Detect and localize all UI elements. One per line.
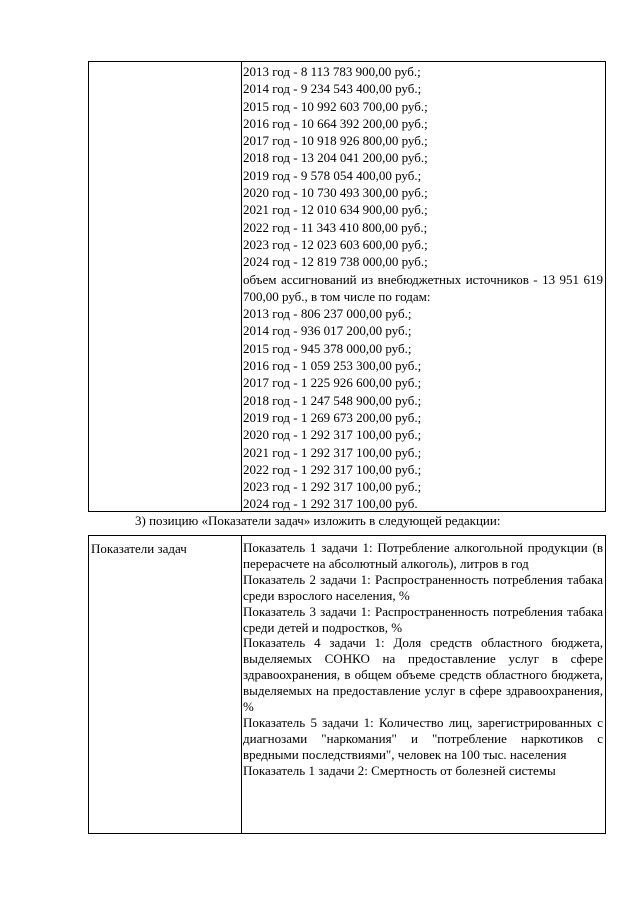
extrabudget-year-line: 2022 год - 1 292 317 100,00 руб.; — [243, 461, 422, 477]
extrabudget-year-line: 2019 год - 1 269 673 200,00 руб.; — [243, 409, 422, 425]
budget-year-line: 2013 год - 8 113 783 900,00 руб.; — [243, 64, 421, 79]
indicator-item: Показатель 5 задачи 1: Количество лиц, зарегистрированных с диагнозами "наркомания" и "потребление наркотиков с вредными последствиями", человек на 100 тыс. населения — [243, 714, 603, 762]
indicator-item: Показатель 4 задачи 1: Доля средств областного бюджета, выделяемых СОНКО на предоставление услуг в сфере здравоохранения, в общем объеме средств областного бюджета, выделяемых на предоставление услуг в сфере здравоохранения, % — [243, 635, 603, 715]
indicators-cell — [243, 540, 605, 779]
extrabudget-year-line: 2020 год - 1 292 317 100,00 руб.; — [243, 427, 422, 443]
budget-year-line: 2023 год - 12 023 603 600,00 руб.; — [243, 236, 428, 252]
extrabudget-year-line: 2013 год - 806 237 000,00 руб.; — [243, 306, 412, 322]
budget-year-line: 2014 год - 9 234 543 400,00 руб.; — [243, 81, 422, 97]
extrabudget-year-line: 2014 год - 936 017 200,00 руб.; — [243, 323, 412, 339]
extrabudget-year-line: 2017 год - 1 225 926 600,00 руб.; — [243, 375, 422, 391]
extrabudget-year-line: 2016 год - 1 059 253 300,00 руб.; — [243, 358, 422, 374]
extrabudget-year-line: 2018 год - 1 247 548 900,00 руб.; — [243, 392, 422, 408]
indicator-item: Показатель 1 задачи 1: Потребление алкогольной продукции (в перерасчете на абсолютный алкоголь), литров в год — [243, 540, 603, 571]
extrabudget-year-line: 2021 год - 1 292 317 100,00 руб.; — [243, 444, 422, 460]
indicators-table — [88, 535, 606, 834]
budget-year-line: 2020 год - 10 730 493 300,00 руб.; — [243, 185, 428, 201]
budget-year-line: 2021 год - 12 010 634 900,00 руб.; — [243, 202, 428, 218]
extrabudget-year-line: 2023 год - 1 292 317 100,00 руб.; — [243, 479, 422, 495]
funding-table-right-cell — [243, 63, 605, 513]
column-divider — [241, 62, 242, 511]
indicator-item: Показатель 2 задачи 1: Распространенность потребления табака среди взрослого населения, % — [243, 571, 603, 603]
extrabudget-intro: объем ассигнований из внебюджетных источников - 13 951 619 700,00 руб., в том числе по годам: — [243, 271, 603, 304]
budget-year-line: 2017 год - 10 918 926 800,00 руб.; — [243, 133, 428, 149]
indicator-item: Показатель 1 задачи 2: Смертность от болезней системы — [243, 762, 556, 778]
indicator-item: Показатель 3 задачи 1: Распространенность потребления табака среди детей и подростков, % — [243, 603, 603, 635]
budget-year-line: 2015 год - 10 992 603 700,00 руб.; — [243, 98, 428, 114]
indicators-label: Показатели задач — [91, 541, 187, 556]
budget-year-line: 2024 год - 12 819 738 000,00 руб.; — [243, 254, 428, 270]
column-divider — [241, 536, 242, 833]
amendment-caption: 3) позицию «Показатели задач» изложить в следующей редакции: — [135, 513, 501, 528]
budget-year-line: 2019 год - 9 578 054 400,00 руб.; — [243, 167, 422, 183]
budget-year-line: 2016 год - 10 664 392 200,00 руб.; — [243, 115, 428, 131]
extrabudget-year-line: 2015 год - 945 378 000,00 руб.; — [243, 340, 412, 356]
extrabudget-year-line: 2024 год - 1 292 317 100,00 руб. — [243, 496, 418, 512]
budget-year-line: 2022 год - 11 343 410 800,00 руб.; — [243, 219, 428, 235]
budget-year-line: 2018 год - 13 204 041 200,00 руб.; — [243, 150, 428, 166]
funding-table — [88, 61, 606, 512]
